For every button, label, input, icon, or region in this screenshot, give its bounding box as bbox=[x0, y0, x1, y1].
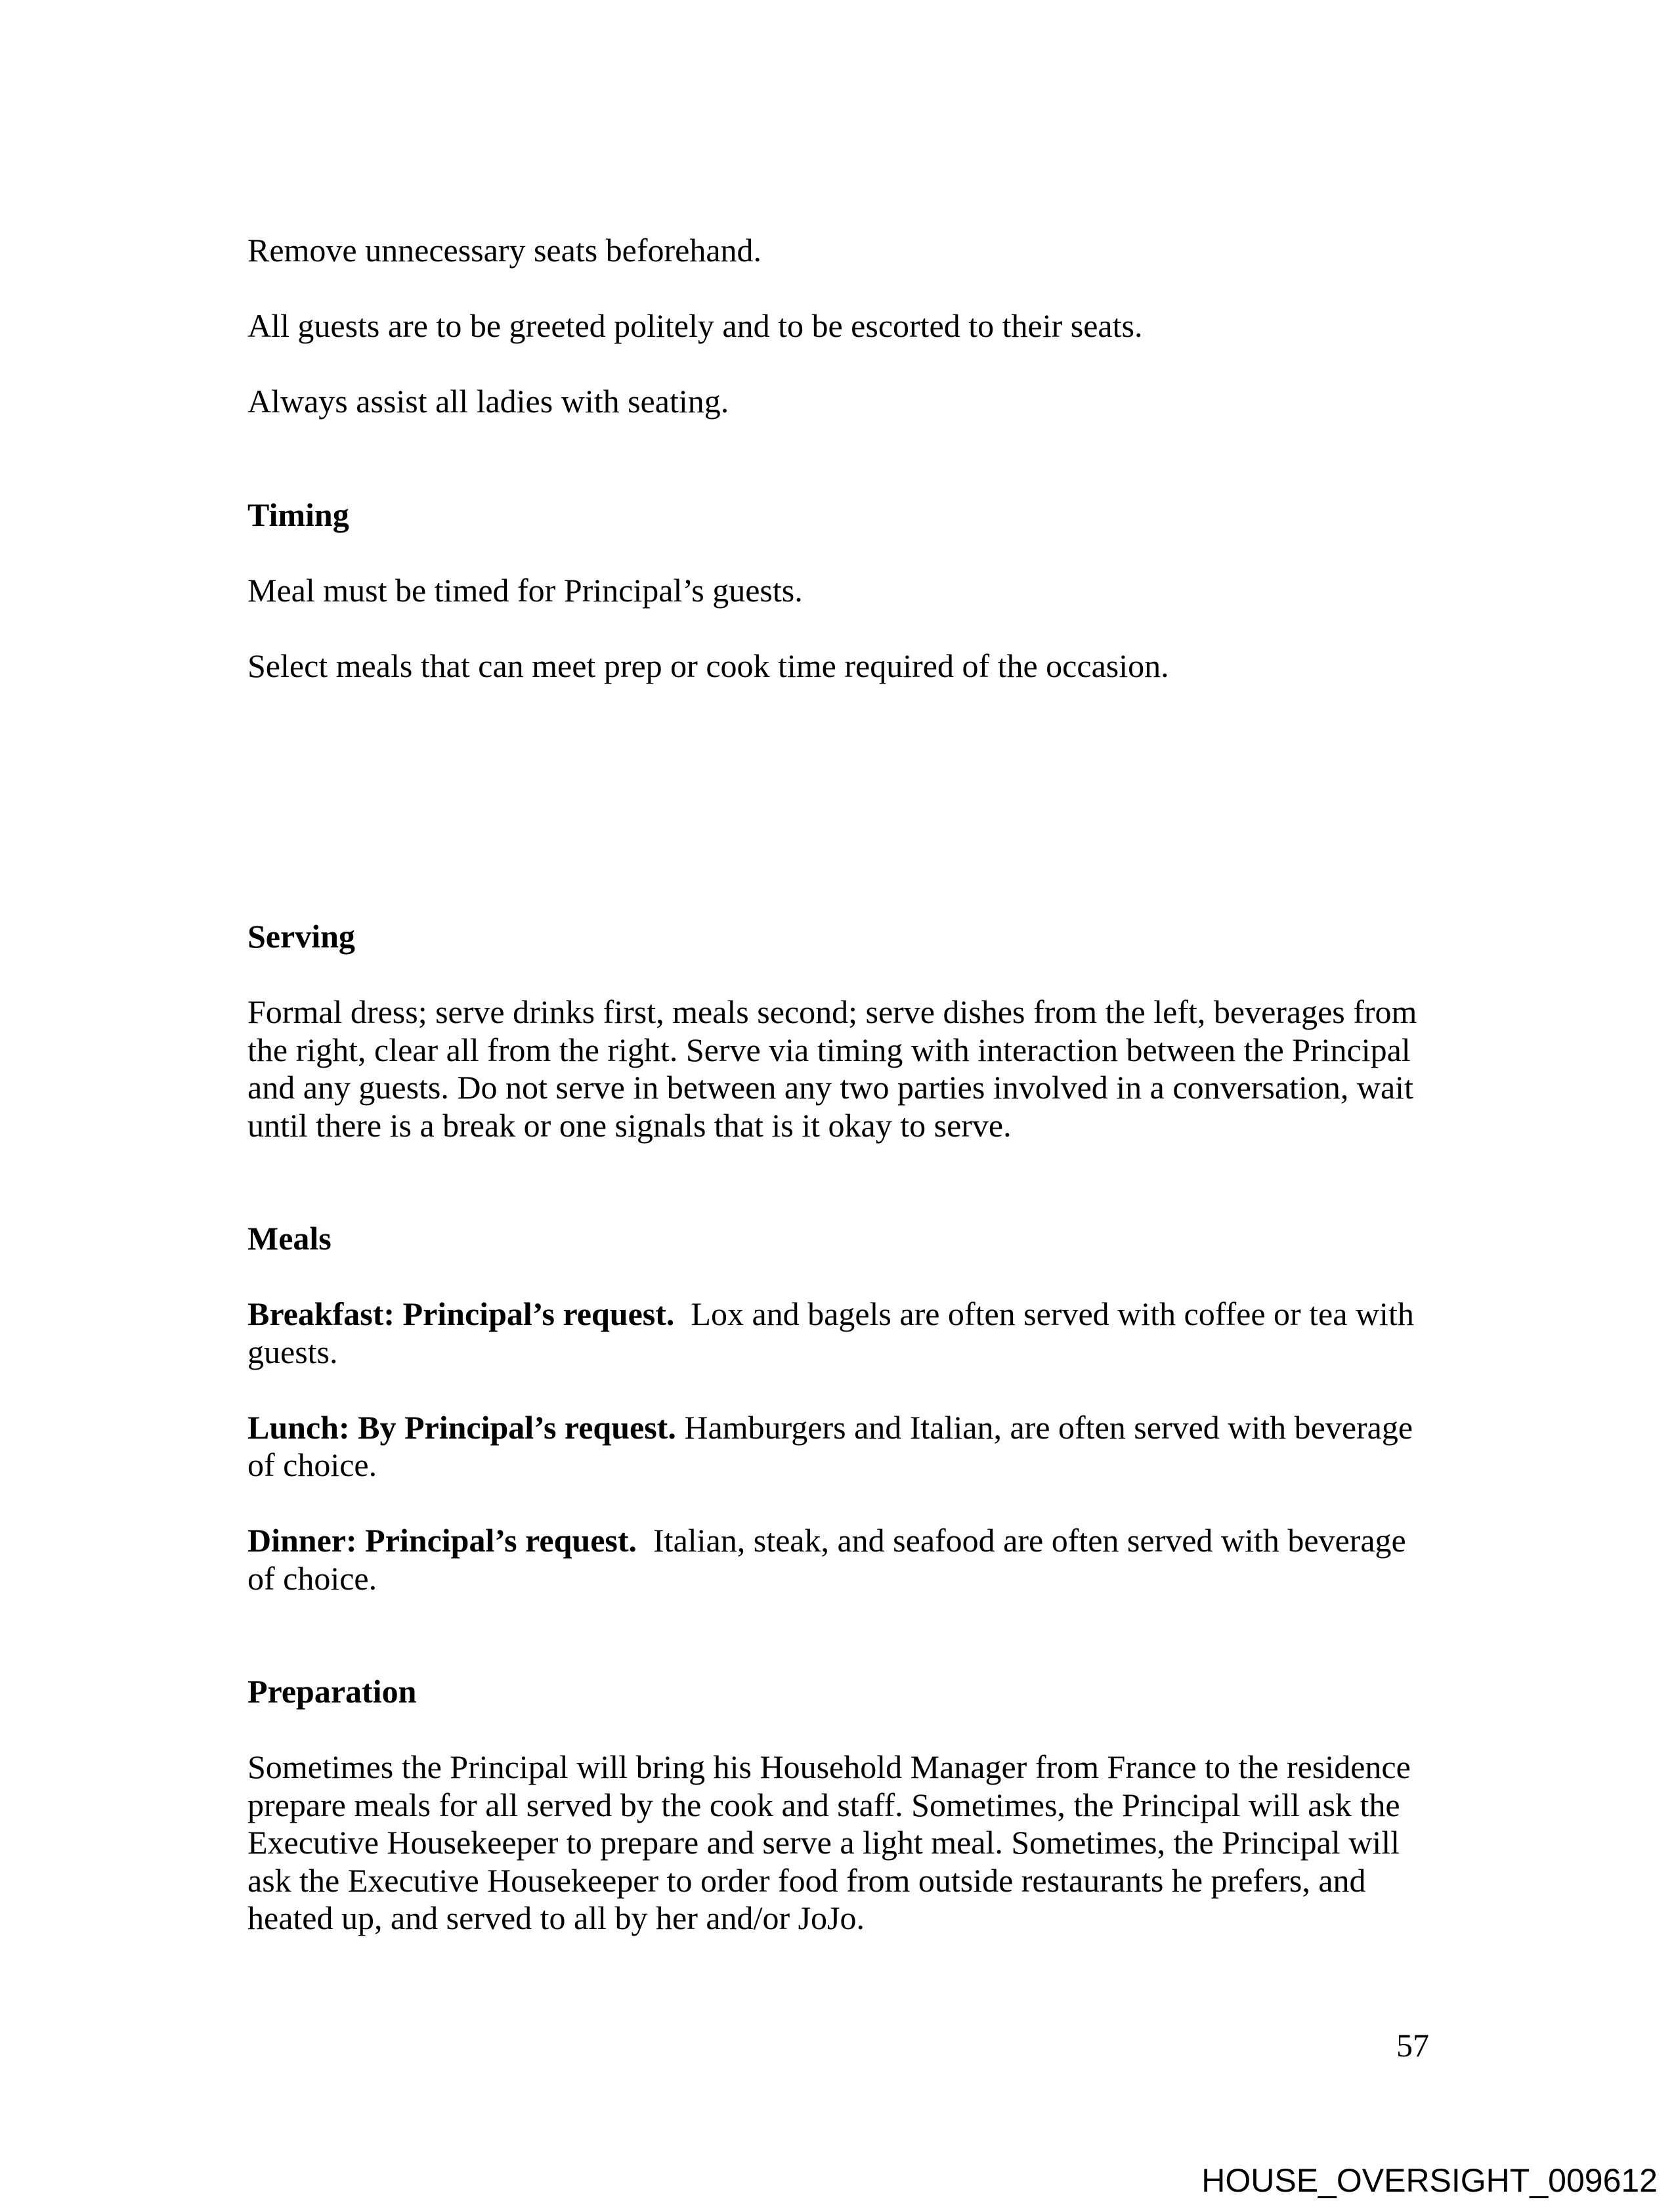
meal-item-lunch bbox=[247, 1409, 1429, 1485]
page-number: 57 bbox=[1396, 2027, 1429, 2064]
meal-item-dinner bbox=[247, 1522, 1429, 1597]
timing-paragraph-1: Meal must be timed for Principal’s guests. bbox=[247, 571, 803, 609]
intro-paragraph-3: Always assist all ladies with seating. bbox=[247, 383, 729, 420]
document-body bbox=[247, 232, 1429, 1975]
intro-paragraph-2: All guests are to be greeted politely and to be escorted to their seats. bbox=[247, 307, 1143, 344]
serving-paragraph: Formal dress; serve drinks first, meals second; serve dishes from the left, beverages from the right, clear all from the right. Serve via timing with interaction between the Principal and any guests. Do not serve in between any two parties involved in a conversation, wait until there is a break or one signals that is it okay to serve. bbox=[247, 993, 1425, 1144]
meal-breakfast-description: Lox and bagels are often served with coffee or tea with guests. bbox=[247, 1295, 1423, 1370]
meal-dinner-label: Dinner: Principal’s request. bbox=[247, 1522, 637, 1559]
bates-stamp: HOUSE_OVERSIGHT_009612 bbox=[1201, 2162, 1658, 2199]
meal-breakfast-label: Breakfast: Principal’s request. bbox=[247, 1295, 675, 1332]
meal-item-breakfast bbox=[247, 1295, 1429, 1371]
intro-paragraph-1: Remove unnecessary seats beforehand. bbox=[247, 232, 762, 269]
serving-section-heading: Serving bbox=[247, 918, 355, 955]
preparation-paragraph: Sometimes the Principal will bring his Household Manager from France to the residence prepare meals for all served by the cook and staff. Sometimes, the Principal will ask the Executive Housekeeper to prepare and serve a light meal. Sometimes, the Principal will ask the Executive Housekeeper to order food from outside restaurants he prefers, and heated up, and served to all by her and/or JoJo. bbox=[247, 1748, 1419, 1936]
meals-section-heading: Meals bbox=[247, 1220, 332, 1257]
meal-dinner-description: Italian, steak, and seafood are often served with beverage of choice. bbox=[247, 1522, 1415, 1597]
meal-lunch-description: Hamburgers and Italian, are often served with beverage of choice. bbox=[247, 1408, 1421, 1483]
timing-section-heading: Timing bbox=[247, 496, 349, 533]
preparation-section-heading: Preparation bbox=[247, 1673, 417, 1710]
timing-paragraph-2: Select meals that can meet prep or cook time required of the occasion. bbox=[247, 647, 1169, 684]
meal-lunch-label: Lunch: By Principal’s request. bbox=[247, 1408, 676, 1446]
